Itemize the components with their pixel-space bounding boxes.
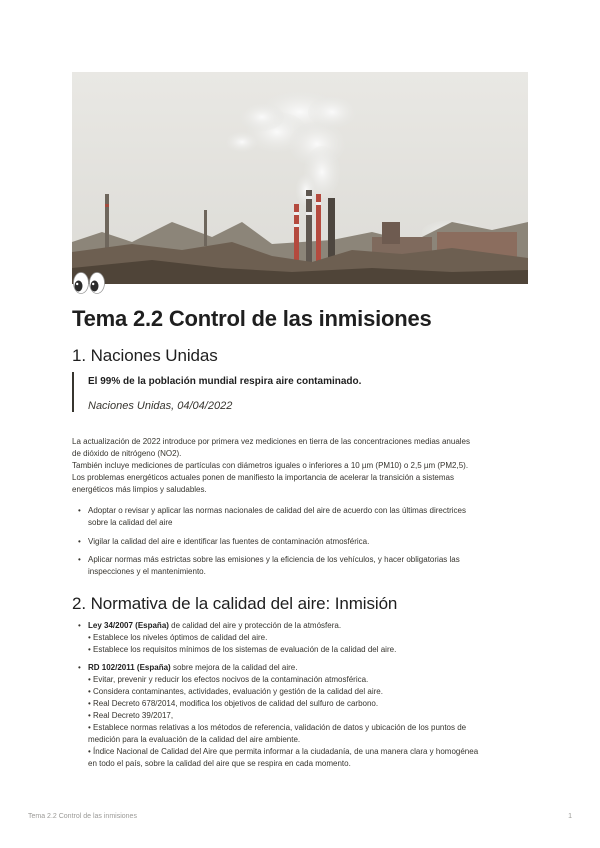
paragraph-line: Los problemas energéticos actuales ponen de manifiesto la importancia de acelerar la transición a sistemas [72,473,454,482]
page-title: Tema 2.2 Control de las inmisiones [72,306,432,331]
bullet-icon: • [78,506,81,515]
list-item-text: inspecciones y el mantenimiento. [88,567,206,576]
list-item-text: • Real Decreto 39/2017, [88,711,174,720]
footer-title: Tema 2.2 Control de las inmisiones [28,813,137,820]
list-item-text: en todo el país, sobre la calidad del aire que se respira en cada momento. [88,759,351,768]
bullet-icon: • [78,621,81,630]
quote-source: Naciones Unidas, 04/04/2022 [88,400,233,412]
quote-text: El 99% de la población mundial respira aire contaminado. [88,376,362,387]
bullet-icon: • [78,555,81,564]
page-number: 1 [568,813,572,820]
list-item-text: • Establece normas relativas a los métodos de referencia, validación de datos y ubicación de los puntos de [88,723,467,732]
paragraph-line: La actualización de 2022 introduce por primera vez mediciones en tierra de las concentraciones medias anuales [72,437,471,446]
quote-block [72,372,528,412]
list-item-text: Vigilar la calidad del aire e identificar las fuentes de contaminación atmosférica. [88,537,370,546]
eyes-emoji-icon [72,270,106,296]
paragraph-line: También incluye mediciones de partículas con diámetros iguales o inferiores a 10 µm (PM10) o 2,5 µm (PM2,5). [72,461,469,470]
paragraph-line: de dióxido de nitrógeno (NO2). [72,449,182,458]
list-item-text: medición para la evaluación de la calidad del aire ambiente. [88,735,301,744]
factory-smoke-illustration [72,72,528,284]
list-item-text: Adoptar o revisar y aplicar las normas nacionales de calidad del aire de acuerdo con las últimas directrices [88,506,466,515]
list-item-text: • Establece los requisitos mínimos de los sistemas de evaluación de la calidad del aire. [88,645,397,654]
list-item-text: • Real Decreto 678/2014, modifica los objetivos de calidad del sulfuro de carbono. [88,699,379,708]
list-item-text: Aplicar normas más estrictas sobre las emisiones y la eficiencia de los vehículos, y hacer obligatorias las [88,555,460,564]
law-description: de calidad del aire y protección de la atmósfera. [168,621,342,630]
law-name: Ley 34/2007 (España) [88,621,169,630]
law-description: sobre mejora de la calidad del aire. [170,663,298,672]
paragraph-line: energéticos más limpios y saludables. [72,485,207,494]
cover-image [72,72,528,284]
section-heading-normativa: 2. Normativa de la calidad del aire: Inmisión [72,594,398,613]
list-item-text: • Considera contaminantes, actividades, evaluación y gestión de la calidad del aire. [88,687,383,696]
list-item-heading [88,620,396,632]
bullet-icon: • [78,537,81,546]
list-item-text: • Índice Nacional de Calidad del Aire que permita informar a la ciudadanía, de una manera clara y homogénea [88,747,479,756]
list-item-heading [88,662,478,674]
list-item-text: • Evitar, prevenir y reducir los efectos nocivos de la contaminación atmosférica. [88,675,369,684]
bullet-icon: • [78,663,81,672]
section-heading-naciones-unidas: 1. Naciones Unidas [72,346,218,365]
intro-paragraph [72,436,532,496]
law-name: RD 102/2011 (España) [88,663,171,672]
list-item-text: • Establece los niveles óptimos de calidad del aire. [88,633,268,642]
list-item-text: sobre la calidad del aire [88,518,173,527]
